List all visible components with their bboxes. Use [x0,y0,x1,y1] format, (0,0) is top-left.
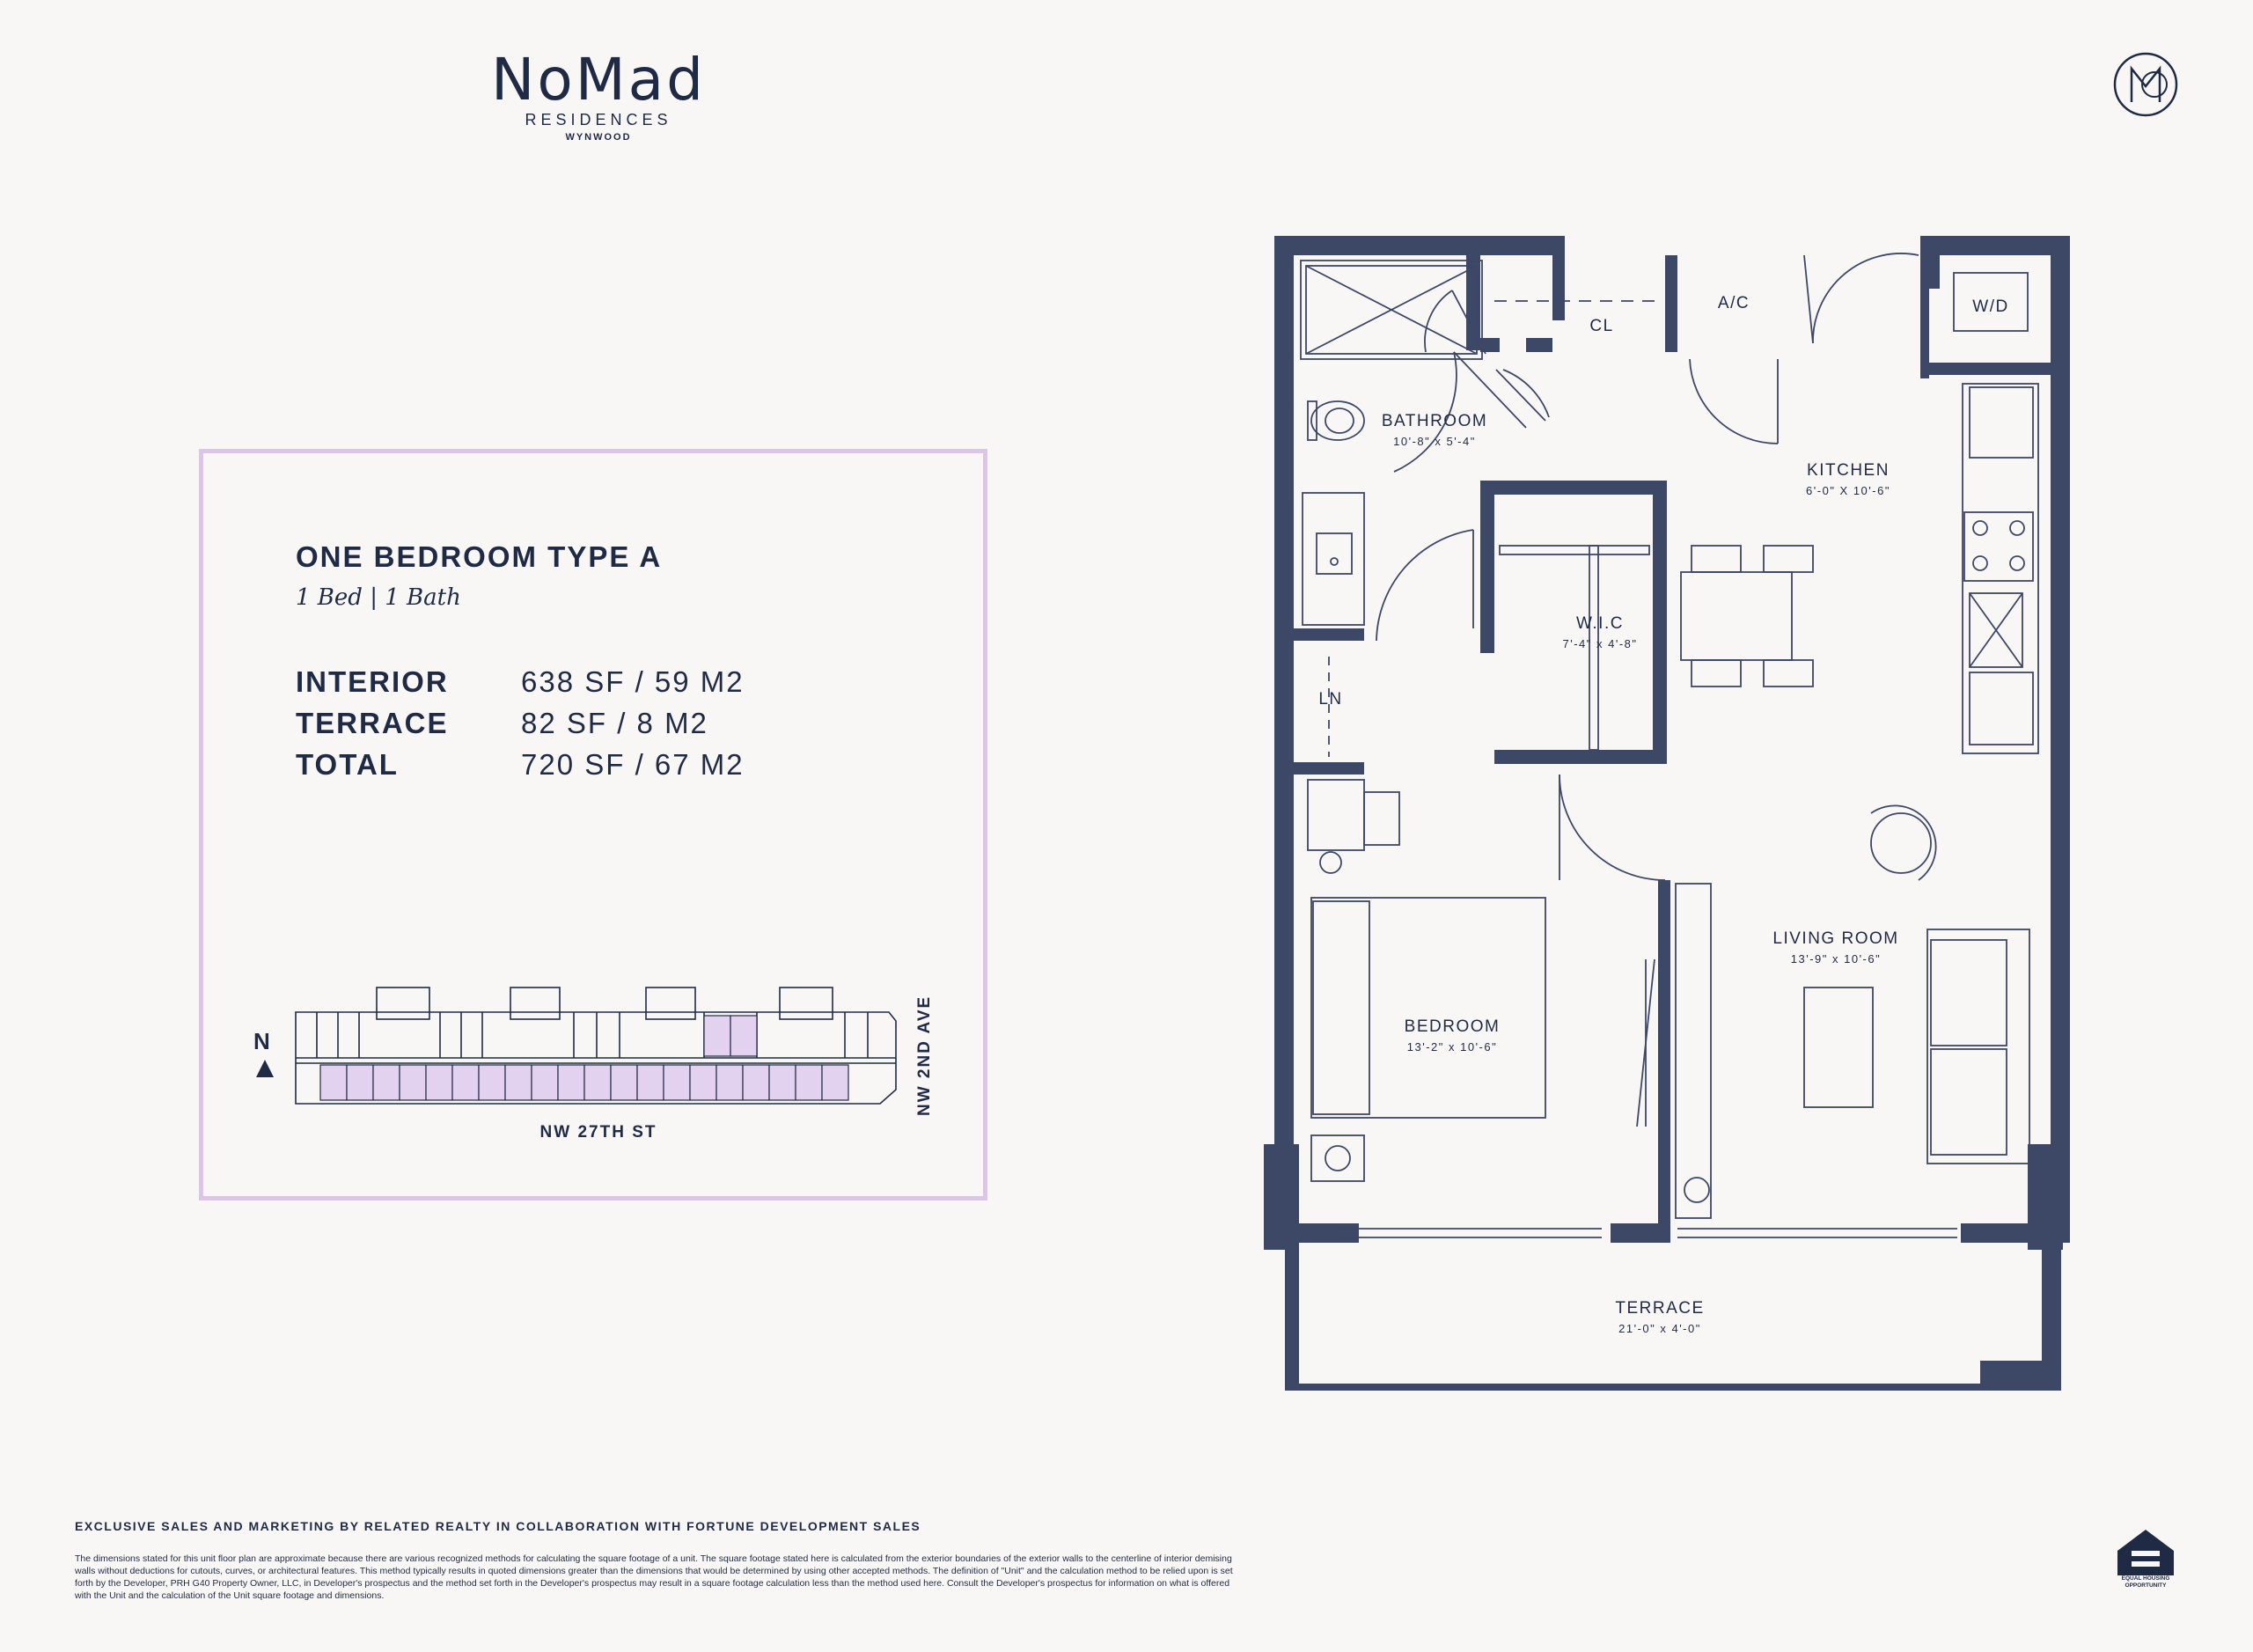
area-value-terrace: 82 SF / 8 M2 [521,707,708,739]
monogram-icon [2112,51,2179,118]
area-label-total: TOTAL [296,748,399,781]
north-arrow-icon [256,1060,274,1077]
street-label-right: NW 2ND AVE [915,995,934,1116]
area-value-interior: 638 SF / 59 M2 [521,665,745,698]
footer-disclaimer: The dimensions stated for this unit floor plan are approximate because there are various recognized methods for calculating the square footage of a unit. The square footage stated here is calculated from the exterior boundaries of the exterior walls to the centerline of interior demising walls without deductions for cutouts, curves, or architectural features. This method typically results in quoted dimensions greater than the dimensions that would be determined by using other accepted methods. The definition of "Unit" and the calculation method to be relied upon is set forth by the Developer, PRH G40 Property Owner, LLC, in Developer's prospectus and the method set forth in the Developer's prospectus may result in a square footage calculation less than the method used here. Consult the Developer's prospectus for information on what is offered with the Unit and the calculation of the Unit square footage and dimensions. [75,1553,1233,1601]
room-label-terrace: TERRACE [1615,1299,1705,1318]
area-value-total: 720 SF / 67 M2 [521,748,745,781]
room-label-wd: W/D [1972,297,2009,316]
room-label-ac: A/C [1717,294,1750,312]
street-label-bottom: NW 27TH ST [539,1123,657,1142]
room-dim-terrace: 21'-0" x 4'-0" [1618,1322,1701,1335]
room-label-bedroom: BEDROOM [1404,1017,1501,1036]
area-label-interior: INTERIOR [296,665,449,698]
room-dim-kitchen: 6'-0" X 10'-6" [1806,484,1890,497]
room-dim-bathroom: 10'-8" x 5'-4" [1393,435,1476,448]
building-keyplan [290,984,898,1107]
north-label: N [253,1028,270,1054]
room-dim-bedroom: 13'-2" x 10'-6" [1406,1040,1498,1054]
room-label-bathroom: BATHROOM [1381,412,1488,430]
floor-plan [1250,229,2077,1399]
unit-title: ONE BEDROOM TYPE A [296,540,663,573]
room-dim-wic: 7'-4" x 4'-8" [1562,637,1638,650]
room-label-living: LIVING ROOM [1772,929,1899,948]
brand-logo-wordmark: NoMad [490,46,707,114]
brand-logo-location: WYNWOOD [565,132,632,143]
footer-heading: EXCLUSIVE SALES AND MARKETING BY RELATED REALTY IN COLLABORATION WITH FORTUNE DEVELOPMENT SALES [75,1519,921,1533]
room-label-kitchen: KITCHEN [1807,461,1890,480]
unit-subtitle: 1 Bed | 1 Bath [296,584,461,611]
equal-housing-label: EQUAL HOUSING OPPORTUNITY [2121,1575,2170,1589]
room-label-linen: LN [1318,690,1343,709]
room-label-wic: W.I.C [1576,614,1624,633]
room-label-closet: CL [1589,317,1614,335]
room-dim-living: 13'-9" x 10'-6" [1790,952,1882,966]
brand-logo-residences: RESIDENCES [525,111,672,128]
area-label-terrace: TERRACE [296,707,449,739]
